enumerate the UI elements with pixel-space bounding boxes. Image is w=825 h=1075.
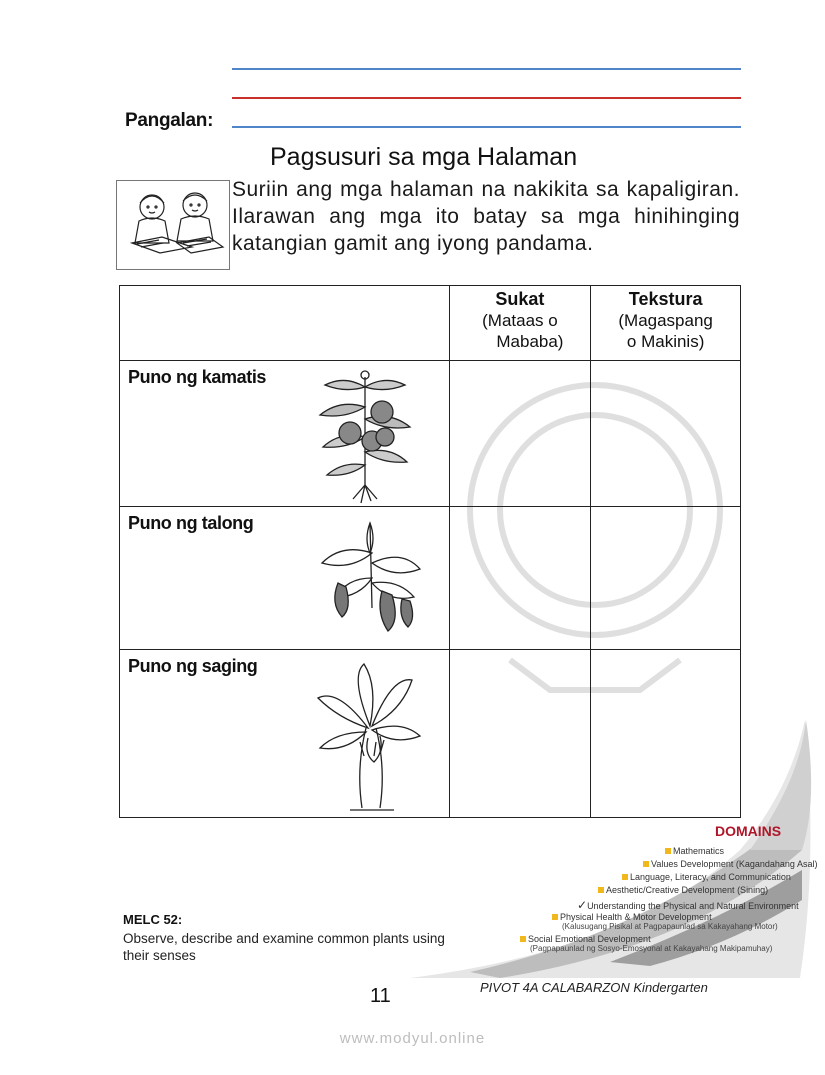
table-header-empty	[120, 286, 450, 361]
table-row	[120, 361, 741, 507]
domain-label: Values Development (Kagandahang Asal)	[651, 859, 818, 869]
row-label-text: Puno ng talong	[128, 513, 254, 533]
column-title: Sukat	[495, 289, 545, 309]
column-subtitle-2: Mababa)	[496, 332, 564, 351]
answer-cell-tekstura[interactable]	[591, 361, 741, 507]
site-watermark: www.modyul.online	[339, 1030, 486, 1047]
answer-cell-tekstura[interactable]	[591, 507, 741, 650]
footer-text: PIVOT 4A CALABARZON Kindergarten	[480, 980, 708, 995]
tomato-plant-icon	[310, 367, 420, 507]
check-icon: ✓	[577, 898, 588, 912]
domain-sub: (Kalusugang Pisikal at Pagpapaunlad sa Kakayahang Motor)	[562, 922, 778, 931]
page-title: Pagsusuri sa mga Halaman	[270, 143, 578, 171]
domain-label: Aesthetic/Creative Development (Sining)	[606, 885, 769, 895]
banana-tree-icon	[310, 658, 425, 814]
domain-item	[552, 912, 712, 922]
row-label-saging	[120, 650, 450, 818]
children-drawing-icon	[116, 180, 230, 270]
domain-label: Physical Health & Motor Development	[560, 912, 712, 922]
table-row	[120, 507, 741, 650]
domain-item	[598, 885, 768, 895]
column-header-tekstura	[591, 286, 741, 361]
row-label-text: Puno ng saging	[128, 656, 258, 676]
row-label-talong	[120, 507, 450, 650]
eggplant-plant-icon	[310, 513, 425, 643]
column-subtitle-1: (Mataas o	[482, 311, 558, 330]
name-line-top	[232, 68, 741, 70]
name-label: Pangalan:	[125, 110, 214, 131]
name-line-middle	[232, 97, 741, 99]
column-subtitle-2: o Makinis)	[626, 332, 705, 351]
domain-item	[665, 846, 724, 856]
column-subtitle-1: (Magaspang	[618, 311, 713, 330]
melc-title: MELC 52:	[123, 912, 183, 927]
domain-label: Social Emotional Development	[528, 934, 651, 944]
row-label-text: Puno ng kamatis	[128, 367, 267, 387]
column-title: Tekstura	[628, 289, 703, 309]
domain-item	[643, 859, 817, 869]
answer-cell-sukat[interactable]	[449, 507, 591, 650]
domain-label: Language, Literacy, and Communication	[630, 872, 791, 882]
domain-label: Mathematics	[673, 846, 725, 856]
domain-label: Understanding the Physical and Natural Environment	[587, 901, 799, 911]
domains-title: DOMAINS	[715, 823, 782, 839]
page-number: 11	[370, 985, 391, 1007]
answer-cell-sukat[interactable]	[449, 361, 591, 507]
column-header-sukat	[449, 286, 591, 361]
domain-item-checked	[577, 898, 799, 912]
domain-item	[622, 872, 791, 882]
instructions-text: Suriin ang mga halaman na nakikita sa kapaligiran. Ilarawan ang mga ito batay sa mga hinihinging katangian gamit ang iyong pandama.	[232, 178, 740, 255]
domain-sub: (Pagpapaunlad ng Sosyo-Emosyonal at Kakayahang Makipamuhay)	[530, 944, 773, 953]
melc-description: Observe, describe and examine common plants using their senses	[123, 931, 445, 963]
row-label-kamatis	[120, 361, 450, 507]
domain-item	[520, 934, 651, 944]
name-line-bottom[interactable]	[232, 126, 741, 128]
